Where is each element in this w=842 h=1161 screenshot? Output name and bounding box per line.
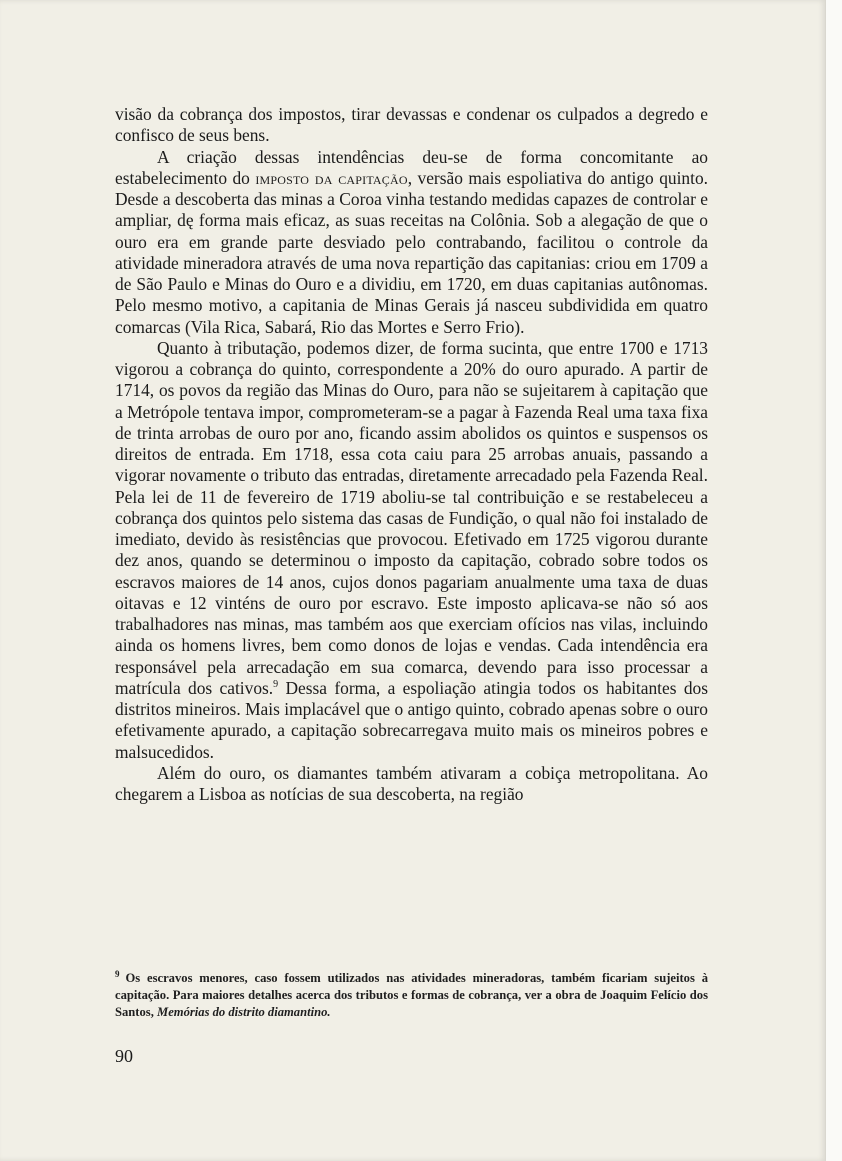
body-text <box>115 104 708 805</box>
footnote-book-title: Memórias do distrito diamantino. <box>157 1005 331 1019</box>
paragraph-2 <box>115 147 708 338</box>
paragraph-3 <box>115 338 708 763</box>
paragraph-2-text-end: , versão mais espoliativa do antigo quinto. Desde a descoberta das minas a Coroa vinha testando medidas capazes de controlar e ampliar, dę forma mais eficaz, as suas receitas na Colônia. Sob a alegação de que o ouro era em grande parte desviado pelo contrabando, facilitou o controle da atividade mineradora através de uma nova repartição das capitanias: criou em 1709 a de São Paulo e Minas do Ouro e a dividiu, em 1720, em duas capitanias autônomas. Pelo mesmo motivo, a capitania de Minas Gerais já nasceu subdividida em quatro comarcas (Vila Rica, Sabará, Rio das Mortes e Serro Frio). <box>115 167 708 337</box>
footnote-number: 9 <box>115 968 120 979</box>
paragraph-3-text-end: Dessa forma, a espoliação atingia todos os habitantes dos distritos mineiros. Mais implacável que o antigo quinto, cobrado apenas sobre o ouro efetivamente apurado, a capitação sobrecarregava muito mais os mineiros pobres e malsucedidos. <box>115 677 708 762</box>
page-number: 90 <box>115 1046 133 1066</box>
paragraph-2-text-start: A criação dessas intendências deu-se de forma concomitante ao estabelecimento do <box>115 146 708 188</box>
paragraph-4 <box>115 763 708 806</box>
imposto-da-capitacao-term: imposto da capitação <box>255 167 408 188</box>
paragraph-1-text: visão da cobrança dos impostos, tirar devassas e condenar os culpados a degredo e confisco de seus bens. <box>115 104 708 146</box>
footnote-text: Os escravos menores, caso fossem utilizados nas atividades mineradoras, também ficariam sujeitos à capitação. Para maiores detalhes acerca dos tributos e formas de cobrança, ver a obra de Joaquim Felício dos Santos, <box>115 971 708 1019</box>
page-edge <box>825 0 842 1161</box>
paragraph-3-text-start: Quanto à tributação, podemos dizer, de forma sucinta, que entre 1700 e 1713 vigorou a cobrança do quinto, correspondente a 20% do ouro apurado. A partir de 1714, os povos da região das Minas do Ouro, para não se sujeitarem à capitação que a Metrópole tentava impor, comprometeram-se a pagar à Fazenda Real uma taxa fixa de trinta arrobas de ouro por ano, ficando assim abolidos os quintos e suspensos os direitos de entrada. Em 1718, essa cota caiu para 25 arrobas anuais, passando a vigorar novamente o tributo das entradas, diretamente arrecadado pela Fazenda Real. Pela lei de 11 de fevereiro de 1719 aboliu-se tal contribuição e se restabeleceu a cobrança dos quintos pelo sistema das casas de Fundição, o qual não foi instalado de imediato, devido às resistências que provocou. Efetivado em 1725 vigorou durante dez anos, quando se determinou o imposto da capitação, cobrado sobre todos os escravos maiores de 14 anos, cujos donos pagariam anualmente uma taxa de duas oitavas e 12 vinténs de ouro por escravo. Este imposto aplicava-se não só aos trabalhadores nas minas, mas também aos que exerciam ofícios nas vilas, incluindo ainda os homens livres, bem como donos de lojas e vendas. Cada intendência era responsável pela arrecadação em sua comarca, devendo para isso processar a matrícula dos cativos. <box>115 337 708 698</box>
footnote-reference[interactable]: 9 <box>273 678 279 690</box>
footnote <box>115 970 708 1021</box>
paragraph-4-text: Além do ouro, os diamantes também ativaram a cobiça metropolitana. Ao chegarem a Lisboa as notícias de sua descoberta, na região <box>115 762 708 804</box>
paragraph-1 <box>115 104 708 147</box>
